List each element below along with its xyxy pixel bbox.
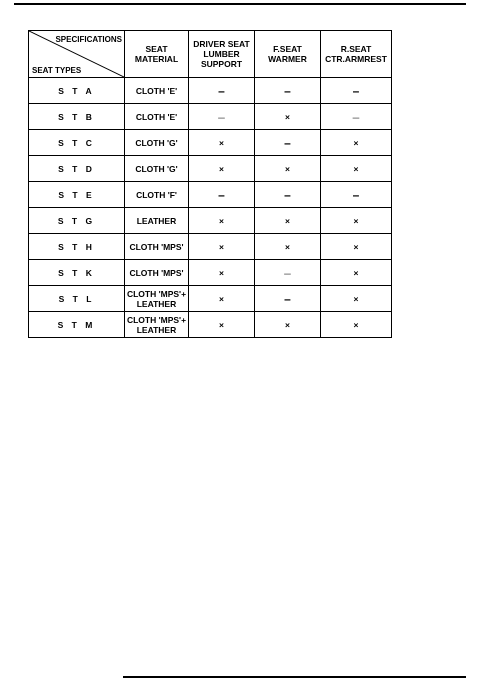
seat-material-cell: CLOTH 'G' xyxy=(125,156,189,182)
specifications-label: SPECIFICATIONS xyxy=(55,35,122,44)
table-row xyxy=(29,182,392,208)
table-row xyxy=(29,130,392,156)
f-seat-warmer-cell: × xyxy=(255,156,321,182)
f-seat-warmer-cell: – xyxy=(255,78,321,104)
driver-seat-cell: × xyxy=(189,286,255,312)
seat-specifications-table xyxy=(28,30,392,338)
header-row xyxy=(29,31,392,78)
f-seat-warmer-cell: – xyxy=(255,182,321,208)
seat-material-cell: CLOTH 'E' xyxy=(125,78,189,104)
seat-type-cell: S T E xyxy=(29,182,125,208)
r-seat-armrest-cell: × xyxy=(321,260,392,286)
r-seat-armrest-cell: × xyxy=(321,130,392,156)
r-seat-armrest-cell: × xyxy=(321,208,392,234)
seat-type-cell: S T H xyxy=(29,234,125,260)
header-driver-seat-lumber-support: DRIVER SEAT LUMBER SUPPORT xyxy=(189,31,255,78)
seat-type-cell: S T K xyxy=(29,260,125,286)
top-rule xyxy=(14,3,466,5)
r-seat-armrest-cell: × xyxy=(321,312,392,338)
seat-type-cell: S T G xyxy=(29,208,125,234)
driver-seat-cell: – xyxy=(189,78,255,104)
f-seat-warmer-cell: – xyxy=(255,130,321,156)
seat-material-cell: CLOTH 'MPS' xyxy=(125,234,189,260)
driver-seat-cell: × xyxy=(189,312,255,338)
seat-material-cell: CLOTH 'E' xyxy=(125,104,189,130)
f-seat-warmer-cell: – xyxy=(255,260,321,286)
table-row xyxy=(29,234,392,260)
seat-material-cell: LEATHER xyxy=(125,208,189,234)
driver-seat-cell: × xyxy=(189,260,255,286)
header-f-seat-warmer: F.SEAT WARMER xyxy=(255,31,321,78)
seat-type-cell: S T M xyxy=(29,312,125,338)
driver-seat-cell: × xyxy=(189,234,255,260)
table-row xyxy=(29,104,392,130)
seat-types-label: SEAT TYPES xyxy=(32,66,82,75)
bottom-rule xyxy=(123,676,466,678)
f-seat-warmer-cell: × xyxy=(255,234,321,260)
seat-type-cell: S T D xyxy=(29,156,125,182)
f-seat-warmer-cell: × xyxy=(255,312,321,338)
seat-material-cell: CLOTH 'MPS' xyxy=(125,260,189,286)
table-row xyxy=(29,312,392,338)
seat-material-cell: CLOTH 'F' xyxy=(125,182,189,208)
r-seat-armrest-cell: – xyxy=(321,182,392,208)
f-seat-warmer-cell: × xyxy=(255,104,321,130)
header-r-seat-ctr-armrest: R.SEAT CTR.ARMREST xyxy=(321,31,392,78)
r-seat-armrest-cell: × xyxy=(321,234,392,260)
r-seat-armrest-cell: – xyxy=(321,104,392,130)
seat-type-cell: S T C xyxy=(29,130,125,156)
seat-type-cell: S T A xyxy=(29,78,125,104)
r-seat-armrest-cell: × xyxy=(321,156,392,182)
seat-type-cell: S T L xyxy=(29,286,125,312)
f-seat-warmer-cell: – xyxy=(255,286,321,312)
f-seat-warmer-cell: × xyxy=(255,208,321,234)
corner-header-cell xyxy=(29,31,125,78)
seat-type-cell: S T B xyxy=(29,104,125,130)
driver-seat-cell: × xyxy=(189,156,255,182)
table-row xyxy=(29,208,392,234)
table-row xyxy=(29,156,392,182)
table-row xyxy=(29,78,392,104)
seat-material-cell: CLOTH 'MPS'+ LEATHER xyxy=(125,312,189,338)
table-row xyxy=(29,260,392,286)
driver-seat-cell: × xyxy=(189,130,255,156)
seat-material-cell: CLOTH 'G' xyxy=(125,130,189,156)
driver-seat-cell: – xyxy=(189,182,255,208)
seat-material-cell: CLOTH 'MPS'+ LEATHER xyxy=(125,286,189,312)
driver-seat-cell: × xyxy=(189,208,255,234)
table-row xyxy=(29,286,392,312)
r-seat-armrest-cell: – xyxy=(321,78,392,104)
r-seat-armrest-cell: × xyxy=(321,286,392,312)
driver-seat-cell: – xyxy=(189,104,255,130)
header-seat-material: SEAT MATERIAL xyxy=(125,31,189,78)
